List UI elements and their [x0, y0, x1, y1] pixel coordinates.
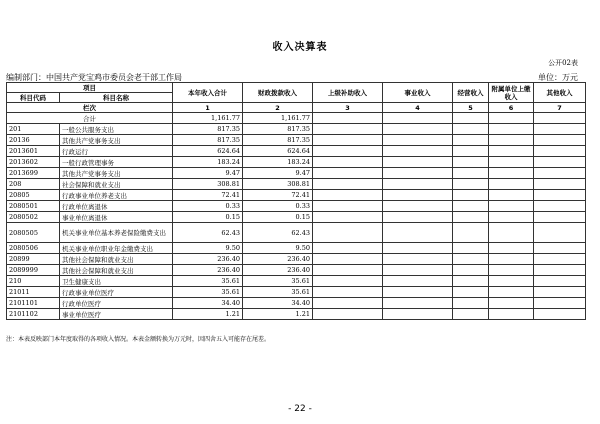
- row-name: 行政运行: [60, 146, 173, 157]
- empty-cell: [313, 146, 383, 157]
- table-row: [7, 287, 586, 298]
- empty-cell: [453, 309, 489, 320]
- row-name: 卫生健康支出: [60, 276, 173, 287]
- empty-cell: [383, 157, 453, 168]
- row-code: 201: [7, 124, 60, 135]
- empty-cell: [534, 124, 586, 135]
- table-row: [7, 223, 586, 243]
- table-row: [7, 309, 586, 320]
- empty-cell: [534, 265, 586, 276]
- row-total: 9.47: [173, 168, 243, 179]
- empty-cell: [489, 287, 534, 298]
- income-table: [6, 82, 586, 320]
- row-code: 2013601: [7, 146, 60, 157]
- empty-cell: [313, 287, 383, 298]
- table-row: [7, 190, 586, 201]
- row-fiscal: 34.40: [243, 298, 313, 309]
- col-num-7: 7: [534, 103, 586, 113]
- empty-cell: [383, 287, 453, 298]
- row-name: 一般公共服务支出: [60, 124, 173, 135]
- row-fiscal: 72.41: [243, 190, 313, 201]
- empty-cell: [489, 254, 534, 265]
- row-fiscal: 624.64: [243, 146, 313, 157]
- empty-cell: [453, 298, 489, 309]
- row-total: 624.64: [173, 146, 243, 157]
- empty-cell: [383, 265, 453, 276]
- empty-cell: [489, 276, 534, 287]
- row-total: 72.41: [173, 190, 243, 201]
- row-name: 社会保障和就业支出: [60, 179, 173, 190]
- empty-cell: [489, 223, 534, 243]
- row-code: 2101101: [7, 298, 60, 309]
- table-row: [7, 212, 586, 223]
- empty-cell: [313, 254, 383, 265]
- empty-cell: [534, 190, 586, 201]
- empty-cell: [313, 212, 383, 223]
- unit-label: 单位：万元: [538, 73, 578, 82]
- empty-cell: [489, 157, 534, 168]
- col-num-6: 6: [489, 103, 534, 113]
- row-fiscal: 817.35: [243, 124, 313, 135]
- empty-cell: [453, 265, 489, 276]
- empty-cell: [534, 146, 586, 157]
- row-name: 其他社会保障和就业支出: [60, 254, 173, 265]
- empty-cell: [383, 223, 453, 243]
- header-name: 科目名称: [60, 93, 173, 103]
- empty-cell: [453, 223, 489, 243]
- header-project: 项目: [7, 83, 173, 93]
- row-fiscal: 236.40: [243, 265, 313, 276]
- row-total: 308.81: [173, 179, 243, 190]
- header-col-total: 本年收入合计: [173, 83, 243, 103]
- header-code: 科目代码: [7, 93, 60, 103]
- row-total: 35.61: [173, 276, 243, 287]
- empty-cell: [453, 124, 489, 135]
- empty-cell: [313, 201, 383, 212]
- row-total: 34.40: [173, 298, 243, 309]
- row-name: 行政事业单位养老支出: [60, 190, 173, 201]
- row-code: 2013699: [7, 168, 60, 179]
- form-number: 公开02表: [548, 59, 578, 67]
- row-fiscal: 35.61: [243, 287, 313, 298]
- empty-cell: [489, 309, 534, 320]
- col-num-2: 2: [243, 103, 313, 113]
- empty-cell: [534, 276, 586, 287]
- header-col-business: 事业收入: [383, 83, 453, 103]
- page-number: - 22 -: [288, 404, 312, 414]
- row-name: 事业单位医疗: [60, 309, 173, 320]
- empty-cell: [534, 157, 586, 168]
- empty-cell: [383, 212, 453, 223]
- empty-cell: [534, 212, 586, 223]
- empty-cell: [489, 135, 534, 146]
- table-row: [7, 265, 586, 276]
- empty-cell: [313, 265, 383, 276]
- empty-cell: [383, 276, 453, 287]
- row-code: 2080505: [7, 223, 60, 243]
- empty-cell: [453, 243, 489, 254]
- department-label: 编制部门：中国共产党宝鸡市委员会老干部工作局: [6, 73, 182, 82]
- empty-cell: [313, 223, 383, 243]
- table-row: [7, 168, 586, 179]
- row-name: 行政单位医疗: [60, 298, 173, 309]
- empty-cell: [453, 201, 489, 212]
- header-col-operation: 经营收入: [453, 83, 489, 103]
- empty-cell: [534, 254, 586, 265]
- row-fiscal: 817.35: [243, 135, 313, 146]
- empty-cell: [383, 135, 453, 146]
- empty-cell: [489, 168, 534, 179]
- empty-cell: [383, 298, 453, 309]
- row-code: 2080506: [7, 243, 60, 254]
- empty-cell: [313, 276, 383, 287]
- row-name: 机关事业单位职业年金缴费支出: [60, 243, 173, 254]
- empty-cell: [534, 179, 586, 190]
- empty-cell: [383, 124, 453, 135]
- empty-cell: [453, 254, 489, 265]
- row-fiscal: 236.40: [243, 254, 313, 265]
- empty-cell: [489, 243, 534, 254]
- empty-cell: [313, 243, 383, 254]
- row-total: 62.43: [173, 223, 243, 243]
- table-row: [7, 276, 586, 287]
- empty-cell: [313, 124, 383, 135]
- footnote: 注：本表反映部门本年度取得的各项收入情况。本表金额转换为万元时，因四舍五入可能存在尾差。: [6, 336, 271, 343]
- row-name: 机关事业单位基本养老保险缴费支出: [60, 223, 173, 243]
- table-row: [7, 146, 586, 157]
- total-sum: 1,161.77: [173, 113, 243, 124]
- row-name: 一般行政管理事务: [60, 157, 173, 168]
- row-total: 236.40: [173, 254, 243, 265]
- empty-cell: [383, 201, 453, 212]
- row-code: 2013602: [7, 157, 60, 168]
- row-total: 35.61: [173, 287, 243, 298]
- table-row: [7, 157, 586, 168]
- col-num-3: 3: [313, 103, 383, 113]
- empty-cell: [489, 179, 534, 190]
- row-code: 2080502: [7, 212, 60, 223]
- empty-cell: [534, 135, 586, 146]
- empty-cell: [489, 298, 534, 309]
- col-num-4: 4: [383, 103, 453, 113]
- table-row: [7, 254, 586, 265]
- table-row: [7, 179, 586, 190]
- table-row: [7, 124, 586, 135]
- row-name: 行政单位离退休: [60, 201, 173, 212]
- table-row: [7, 201, 586, 212]
- empty-cell: [534, 298, 586, 309]
- row-code: 20899: [7, 254, 60, 265]
- row-name: 事业单位离退休: [60, 212, 173, 223]
- row-fiscal: 9.50: [243, 243, 313, 254]
- empty-cell: [313, 309, 383, 320]
- table-row: [7, 298, 586, 309]
- row-fiscal: 308.81: [243, 179, 313, 190]
- empty-cell: [453, 157, 489, 168]
- empty-cell: [489, 146, 534, 157]
- empty-cell: [313, 168, 383, 179]
- row-fiscal: 0.15: [243, 212, 313, 223]
- row-total: 0.15: [173, 212, 243, 223]
- row-code: 2080501: [7, 201, 60, 212]
- empty-cell: [489, 212, 534, 223]
- empty-cell: [313, 298, 383, 309]
- empty-cell: [383, 309, 453, 320]
- empty-cell: [313, 179, 383, 190]
- empty-cell: [534, 309, 586, 320]
- empty-cell: [453, 146, 489, 157]
- header-col-fiscal: 财政拨款收入: [243, 83, 313, 103]
- empty-cell: [383, 243, 453, 254]
- empty-cell: [383, 190, 453, 201]
- empty-cell: [313, 190, 383, 201]
- row-total: 236.40: [173, 265, 243, 276]
- empty-cell: [383, 146, 453, 157]
- empty-cell: [534, 287, 586, 298]
- row-name: 行政事业单位医疗: [60, 287, 173, 298]
- empty-cell: [534, 201, 586, 212]
- empty-cell: [453, 135, 489, 146]
- row-total: 183.24: [173, 157, 243, 168]
- empty-cell: [313, 135, 383, 146]
- empty-cell: [453, 276, 489, 287]
- col-num-5: 5: [453, 103, 489, 113]
- total-fiscal: 1,161.77: [243, 113, 313, 124]
- row-code: 210: [7, 276, 60, 287]
- empty-cell: [534, 168, 586, 179]
- header-col-superior: 上级补助收入: [313, 83, 383, 103]
- report-title: 收入决算表: [272, 42, 328, 53]
- row-total: 1.21: [173, 309, 243, 320]
- empty-cell: [489, 190, 534, 201]
- empty-cell: [383, 168, 453, 179]
- row-fiscal: 35.61: [243, 276, 313, 287]
- empty-cell: [313, 157, 383, 168]
- header-col-affiliated: 附属单位上缴收入: [489, 83, 534, 103]
- empty-cell: [453, 190, 489, 201]
- row-code: 21011: [7, 287, 60, 298]
- row-code: 2089999: [7, 265, 60, 276]
- empty-cell: [489, 265, 534, 276]
- empty-cell: [453, 168, 489, 179]
- row-code: 20805: [7, 190, 60, 201]
- row-fiscal: 183.24: [243, 157, 313, 168]
- empty-cell: [489, 124, 534, 135]
- row-code: 208: [7, 179, 60, 190]
- row-total: 0.33: [173, 201, 243, 212]
- row-code: 2101102: [7, 309, 60, 320]
- row-name: 其他社会保障和就业支出: [60, 265, 173, 276]
- total-row: [7, 113, 586, 124]
- total-label: 合计: [7, 113, 173, 124]
- row-fiscal: 9.47: [243, 168, 313, 179]
- empty-cell: [489, 201, 534, 212]
- row-total: 817.35: [173, 135, 243, 146]
- row-fiscal: 62.43: [243, 223, 313, 243]
- row-code: 20136: [7, 135, 60, 146]
- empty-cell: [453, 287, 489, 298]
- empty-cell: [534, 243, 586, 254]
- empty-cell: [534, 223, 586, 243]
- row-total: 817.35: [173, 124, 243, 135]
- row-name: 其他共产党事务支出: [60, 135, 173, 146]
- empty-cell: [453, 179, 489, 190]
- header-col-other: 其他收入: [534, 83, 586, 103]
- row-name: 其他共产党事务支出: [60, 168, 173, 179]
- header-lanci: 栏次: [7, 103, 173, 113]
- empty-cell: [383, 179, 453, 190]
- table-row: [7, 243, 586, 254]
- empty-cell: [383, 254, 453, 265]
- empty-cell: [453, 212, 489, 223]
- row-fiscal: 1.21: [243, 309, 313, 320]
- col-num-1: 1: [173, 103, 243, 113]
- table-row: [7, 135, 586, 146]
- row-fiscal: 0.33: [243, 201, 313, 212]
- row-total: 9.50: [173, 243, 243, 254]
